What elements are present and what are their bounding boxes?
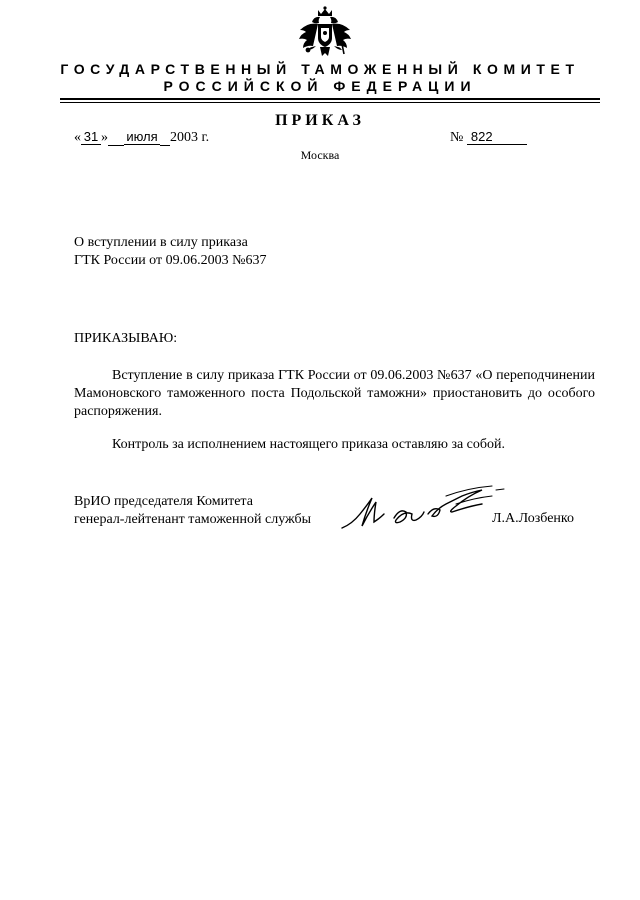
signatory-name: Л.А.Лозбенко xyxy=(492,511,575,526)
subject-line2: ГТК России от 09.06.2003 №637 xyxy=(74,253,267,268)
order-subject xyxy=(74,234,266,270)
organization-name-line1: ГОСУДАРСТВЕННЫЙ ТАМОЖЕННЫЙ КОМИТЕТ xyxy=(60,61,580,77)
date-year: 2003 г. xyxy=(170,130,210,145)
order-date xyxy=(74,130,209,146)
date-gap-line xyxy=(108,131,124,146)
city: Москва xyxy=(300,148,340,162)
date-day: 31 xyxy=(81,130,101,145)
date-gap-line-2 xyxy=(160,131,170,146)
coat-of-arms-icon xyxy=(298,6,352,64)
signatory-position xyxy=(74,493,311,529)
number-label: № xyxy=(450,130,464,145)
order-word: ПРИКАЗЫВАЮ: xyxy=(74,331,178,346)
position-line1: ВрИО председателя Комитета xyxy=(74,494,253,509)
handwritten-signature-icon xyxy=(338,484,510,536)
body-paragraph-1: Вступление в силу приказа ГТК России от 09.06.2003 №637 «О переподчинении Мамоновского таможенного поста Подольской таможни» приостановить до особого распоряжения. xyxy=(74,368,595,419)
date-open-quote: « xyxy=(74,130,81,145)
date-close-quote: » xyxy=(101,130,108,145)
position-line2: генерал-лейтенант таможенной службы xyxy=(74,512,312,527)
body-paragraph-2: Контроль за исполнением настоящего приказа оставляю за собой. xyxy=(112,437,506,452)
date-month: июля xyxy=(124,130,160,145)
organization-name-line2: РОССИЙСКОЙ ФЕДЕРАЦИИ xyxy=(163,78,477,94)
header-rule-thin xyxy=(60,102,600,103)
header-rule-thick xyxy=(60,98,600,100)
order-number xyxy=(450,130,527,146)
number-value: 822 xyxy=(467,130,527,145)
document-title: ПРИКАЗ xyxy=(275,112,365,129)
subject-line1: О вступлении в силу приказа xyxy=(74,235,248,250)
